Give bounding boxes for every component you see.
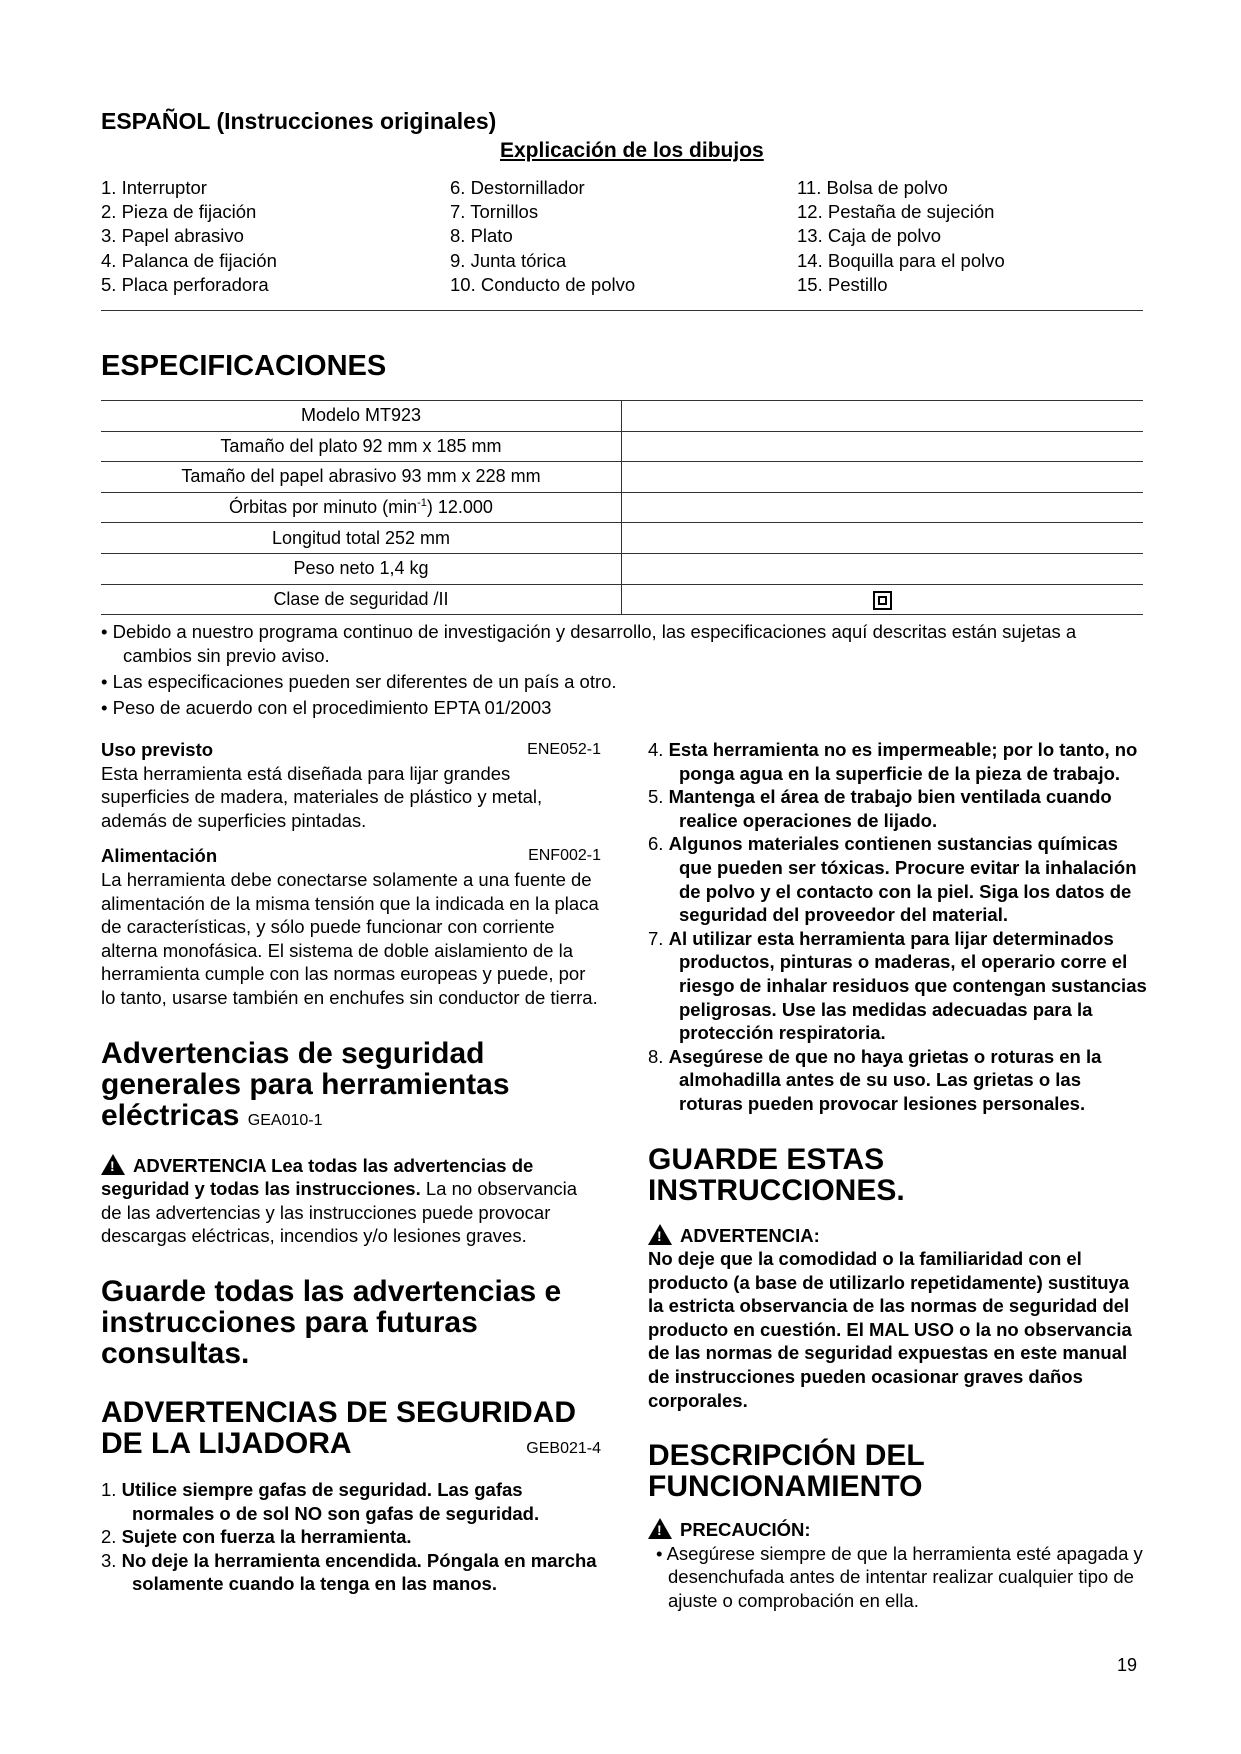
- table-row: [101, 431, 1143, 462]
- spec-label: Peso neto 1,4 kg: [101, 553, 622, 584]
- note: • Debido a nuestro programa continuo de investigación y desarrollo, las especificaciones aquí descritas están sujetas a cambios sin previo aviso.: [101, 621, 1077, 666]
- precaucion-text: • Asegúrese siempre de que la herramienta esté apagada y desenchufada antes de intentar realizar cualquier tipo de ajuste o comprobación en ella.: [656, 1542, 1143, 1612]
- alimentacion-text: La herramienta debe conectarse solamente a una fuente de alimentación de la misma tensión que la indicada en la placa de características, y sólo puede funcionar con corriente alterna monofásica. El sistema de doble aislamiento de la herramienta cumple con las normas europeas y puede, por lo tanto, usarse también en enchufes sin conductor de tierra.: [101, 868, 599, 1008]
- advertencia-text: No deje que la comodidad o la familiaridad con el producto (a base de utilizarlo repetidamente) sustituya la estricta observancia de las normas de seguridad del producto en cuestión. El MAL USO o la no observancia de las normas de seguridad expuestas en este manual de instrucciones pueden ocasionar graves daños corporales.: [648, 1248, 1132, 1411]
- spec-label: Longitud total 252 mm: [101, 523, 622, 554]
- table-row: [101, 462, 1143, 493]
- alimentacion-heading: Alimentación ENF002-1: [101, 845, 601, 867]
- specs-table: [101, 400, 1143, 615]
- keep-instructions-title: Guarde todas las advertencias e instrucciones para futuras consultas.: [101, 1274, 562, 1370]
- right-warnings-list: [648, 738, 1148, 1116]
- page-number: 19: [1117, 1655, 1138, 1675]
- sander-warnings-list: [101, 1478, 601, 1596]
- right-column: [648, 738, 1148, 1613]
- spec-label: Tamaño del plato 92 mm x 185 mm: [101, 431, 622, 462]
- legend-column-2: [450, 176, 635, 297]
- specs-title: ESPECIFICACIONES: [101, 350, 387, 382]
- table-row: [101, 523, 1143, 554]
- list-item: 6. Algunos materiales contienen sustancias químicas que pueden ser tóxicas. Procure evitar la inhalación de polvo y el contacto con la piel. Siga los datos de seguridad del proveedor del material.: [648, 833, 1137, 926]
- table-row: [101, 553, 1143, 584]
- save-instructions-title: GUARDE ESTAS INSTRUCCIONES.: [648, 1142, 905, 1207]
- legend-column-1: [101, 176, 277, 297]
- table-row: [101, 401, 1143, 432]
- uso-heading: Uso previsto ENE052-1: [101, 739, 601, 760]
- spec-label: Órbitas por minuto $(\min^{-1})$ 12.000: [101, 492, 622, 523]
- section-divider: [101, 310, 1143, 311]
- legend-item: 5. Placa perforadora: [101, 273, 269, 295]
- spec-label: Modelo MT923: [101, 401, 622, 432]
- legend-item: 6. Destornillador: [450, 177, 585, 198]
- legend-item: 12. Pestaña de sujeción: [797, 201, 995, 223]
- list-item: 3. No deje la herramienta encendida. Póngala en marcha solamente cuando la tenga en las manos.: [101, 1549, 597, 1595]
- legend-item: 9. Junta tórica: [450, 249, 567, 271]
- legend-item: 11. Bolsa de polvo: [797, 177, 948, 198]
- spec-label: Tamaño del papel abrasivo 93 mm x 228 mm: [101, 462, 622, 493]
- uso-text: Esta herramienta está diseñada para lijar grandes superficies de madera, materiales de plástico y metal, además de superficies pintadas.: [101, 762, 543, 831]
- left-column: [101, 738, 601, 1596]
- legend-item: 14. Boquilla para el polvo: [797, 249, 1005, 271]
- list-item: 2. Sujete con fuerza la herramienta.: [101, 1526, 412, 1548]
- specs-notes: [101, 620, 1141, 722]
- list-item: 4. Esta herramienta no es impermeable; por lo tanto, no ponga agua en la superficie de la pieza de trabajo.: [648, 739, 1138, 784]
- precaucion-label: !PRECAUCIÓN:: [648, 1518, 1148, 1542]
- legend-item: 10. Conducto de polvo: [450, 273, 636, 295]
- warning-icon: [648, 1518, 672, 1539]
- explanation-title: Explicación de los dibujos: [500, 139, 764, 162]
- note: • Las especificaciones pueden ser diferentes de un país a otro.: [101, 671, 617, 692]
- legend-item: 15. Pestillo: [797, 273, 888, 295]
- legend-item: 7. Tornillos: [450, 201, 539, 223]
- list-item: 1. Utilice siempre gafas de seguridad. Las gafas normales o de sol NO son gafas de seguridad.: [101, 1478, 540, 1524]
- legend-item: 13. Caja de polvo: [797, 225, 941, 247]
- list-item: 5. Mantenga el área de trabajo bien ventilada cuando realice operaciones de lijado.: [648, 786, 1112, 831]
- legend-item: 4. Palanca de fijación: [101, 249, 277, 271]
- double-insulation-icon: [873, 591, 892, 610]
- spec-label: Clase de seguridad /II: [101, 584, 622, 615]
- warning-icon: [648, 1224, 672, 1245]
- description-title: DESCRIPCIÓN DEL FUNCIONAMIENTO: [648, 1439, 925, 1504]
- sander-warnings-title: ADVERTENCIAS DE SEGURIDAD DE LA LIJADORA GEB021-4: [101, 1395, 601, 1460]
- note: • Peso de acuerdo con el procedimiento EPTA 01/2003: [101, 697, 552, 718]
- legend-column-3: [797, 176, 1005, 297]
- list-item: 8. Asegúrese de que no haya grietas o roturas en la almohadilla antes de su uso. Las grietas o las roturas pueden provocar lesiones personales.: [648, 1045, 1102, 1114]
- legend-item: 2. Pieza de fijación: [101, 201, 257, 223]
- general-warning-text: !ADVERTENCIA Lea todas las advertencias de seguridad y todas las instrucciones. La no observancia de las advertencias y las instrucciones puede provocar descargas eléctricas, incendios y/o lesiones graves.: [101, 1154, 601, 1248]
- advertencia-label: !ADVERTENCIA:: [648, 1224, 1148, 1248]
- legend-item: 3. Papel abrasivo: [101, 225, 244, 247]
- legend-item: 8. Plato: [450, 225, 513, 247]
- warning-icon: [101, 1154, 125, 1175]
- table-row: [101, 492, 1143, 523]
- list-item: 7. Al utilizar esta herramienta para lijar determinados productos, pinturas o maderas, el operario corre el riesgo de inhalar residuos que contengan sustancias peligrosas. Use las medidas adecuadas para la protección respiratoria.: [648, 927, 1147, 1044]
- table-row: [101, 584, 1143, 615]
- legend-item: 1. Interruptor: [101, 177, 207, 198]
- language-title: ESPAÑOL (Instrucciones originales): [101, 108, 497, 134]
- general-warnings-title: Advertencias de seguridad generales para herramientas eléctricas GEA010-1: [101, 1036, 510, 1132]
